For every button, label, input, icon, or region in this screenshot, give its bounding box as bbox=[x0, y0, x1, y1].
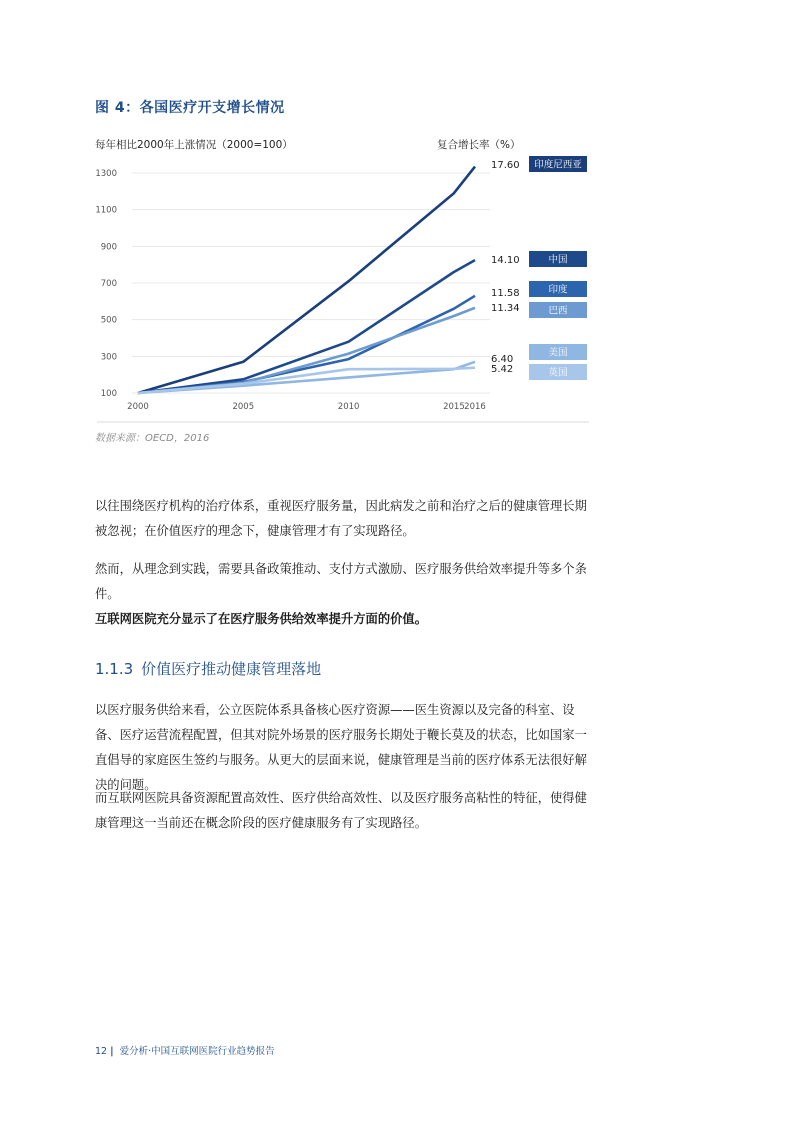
legend-label: 巴西 bbox=[548, 305, 568, 317]
paragraph-4: 而互联网医院具备资源配置高效性、医疗供给高效性、以及医疗服务高粘性的特征，使得健康管理这一当前还在概念阶段的医疗健康服务有了实现路径。 bbox=[95, 791, 587, 830]
growth-rate-label: 11.58 bbox=[491, 288, 520, 299]
page-footer bbox=[95, 1043, 275, 1057]
x-tick-label: 2015 bbox=[443, 402, 465, 412]
chart bbox=[95, 130, 591, 430]
chart-y-label: 每年相比2000年上涨情况（2000=100） bbox=[95, 139, 293, 151]
growth-rate-label: 5.42 bbox=[491, 364, 514, 375]
page-number: 12 bbox=[95, 1046, 108, 1057]
y-tick-label: 300 bbox=[100, 352, 117, 363]
section-number: 1.1.3 bbox=[95, 660, 134, 678]
growth-rate-label: 14.10 bbox=[491, 255, 520, 266]
y-tick-label: 900 bbox=[100, 242, 117, 253]
footer-text: 爱分析·中国互联网医院行业趋势报告 bbox=[119, 1046, 275, 1057]
series-line bbox=[138, 167, 475, 393]
paragraph-3: 以医疗服务供给来看，公立医院体系具备核心医疗资源——医生资源以及完备的科室、设备、医疗运营流程配置，但其对院外场景的医疗服务长期处于鞭长莫及的状态，比如国家一直倡导的家庭医生签约与服务。从更大的层面来说，健康管理是当前的医疗体系无法很好解决的问题。 bbox=[95, 703, 587, 792]
growth-rate-label: 6.40 bbox=[491, 354, 514, 365]
legend-label: 印度尼西亚 bbox=[534, 159, 582, 171]
section-title: 价值医疗推动健康管理落地 bbox=[141, 660, 322, 678]
paragraph-2 bbox=[95, 557, 593, 632]
x-tick-label: 2000 bbox=[127, 402, 149, 412]
y-tick-label: 700 bbox=[100, 279, 117, 289]
legend-label: 印度 bbox=[548, 284, 568, 296]
figure-title: 图 4：各国医疗开支增长情况 bbox=[95, 100, 285, 116]
section-heading bbox=[95, 658, 321, 679]
paragraph-1: 以往围绕医疗机构的治疗体系，重视医疗服务量，因此病发之前和治疗之后的健康管理长期被忽视；在价值医疗的理念下，健康管理才有了实现路径。 bbox=[95, 499, 587, 538]
x-tick-label: 2016 bbox=[464, 402, 486, 412]
y-tick-label: 500 bbox=[100, 315, 117, 326]
legend-label: 中国 bbox=[548, 254, 568, 266]
figure-source: 数据来源：OECD，2016 bbox=[95, 433, 210, 444]
y-tick-label: 1100 bbox=[95, 205, 117, 216]
x-tick-label: 2005 bbox=[232, 402, 255, 412]
growth-rate-label: 11.34 bbox=[491, 303, 520, 314]
line-chart-svg bbox=[95, 130, 591, 430]
growth-rate-label: 17.60 bbox=[491, 160, 520, 171]
paragraph-2-text: 然而，从理念到实践，需要具备政策推动、支付方式激励、医疗服务供给效率提升等多个条件。 bbox=[95, 562, 587, 601]
paragraph-2-bold: 互联网医院充分显示了在医疗服务供给效率提升方面的价值。 bbox=[95, 612, 428, 626]
chart-rate-header: 复合增长率（%） bbox=[437, 139, 521, 151]
y-tick-label: 1300 bbox=[95, 169, 117, 179]
x-tick-label: 2010 bbox=[337, 402, 360, 412]
y-tick-label: 100 bbox=[100, 389, 117, 399]
legend-label: 英国 bbox=[548, 367, 568, 379]
footer-separator: | bbox=[110, 1046, 114, 1057]
legend-label: 美国 bbox=[548, 347, 568, 359]
